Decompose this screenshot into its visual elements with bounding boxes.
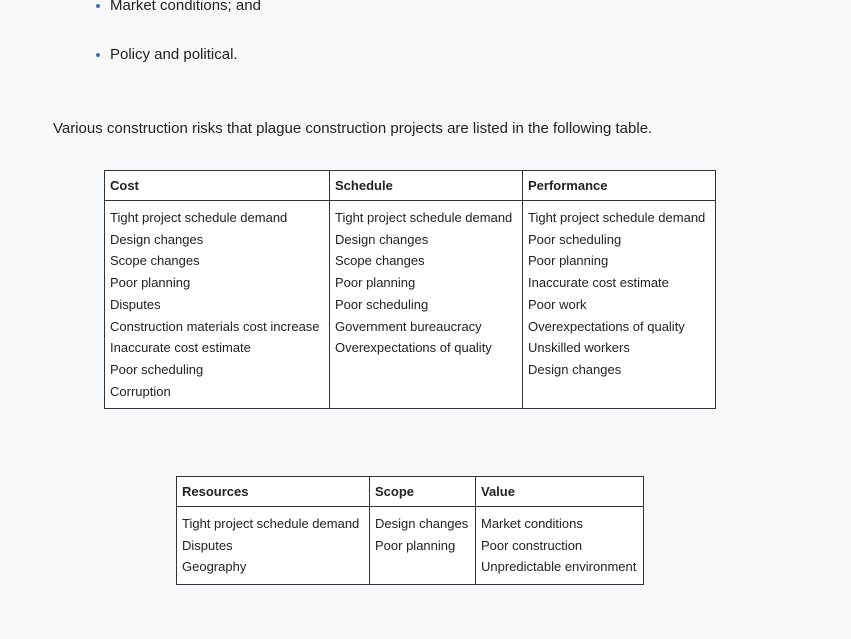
header-scope: Scope — [370, 477, 476, 507]
risk-item: Poor planning — [528, 253, 609, 269]
performance-cell — [523, 201, 716, 409]
risk-item: Inaccurate cost estimate — [110, 340, 251, 356]
risk-item: Geography — [182, 559, 247, 575]
risk-item: Inaccurate cost estimate — [528, 275, 669, 291]
risk-item: Market conditions — [481, 516, 583, 531]
risk-table-cost-schedule-performance — [104, 170, 716, 409]
bullet-dot-icon — [96, 53, 100, 57]
cost-cell — [105, 201, 330, 409]
bullet-item — [96, 0, 261, 16]
risk-item: Design changes — [335, 231, 429, 247]
risk-item: Design changes — [528, 361, 622, 377]
risk-item: Poor work — [528, 296, 587, 312]
table-header-row — [105, 171, 716, 201]
header-performance: Performance — [523, 171, 716, 201]
risk-item: Scope changes — [335, 253, 425, 269]
bullet-dot-icon — [96, 4, 100, 8]
risk-item: Tight project schedule demand — [110, 210, 288, 225]
bullet-text: Policy and political. — [110, 46, 238, 63]
risk-item: Construction materials cost increase — [110, 318, 320, 334]
intro-paragraph: Various construction risks that plague construction projects are listed in the following table. — [53, 120, 653, 137]
header-schedule: Schedule — [330, 171, 523, 201]
risk-item: Unpredictable environment — [481, 559, 637, 575]
risk-item: Tight project schedule demand — [182, 516, 360, 531]
table-row — [177, 507, 644, 585]
risk-item: Tight project schedule demand — [528, 210, 706, 225]
bullet-item — [96, 45, 261, 65]
risk-item: Corruption — [110, 383, 171, 399]
risk-item: Overexpectations of quality — [528, 318, 685, 334]
risk-item: Scope changes — [110, 253, 200, 269]
risk-item: Unskilled workers — [528, 340, 630, 356]
risk-item: Overexpectations of quality — [335, 340, 492, 356]
risk-item: Poor planning — [375, 537, 456, 553]
risk-item: Poor planning — [110, 275, 191, 291]
resources-cell — [177, 507, 370, 585]
bullet-list — [96, 0, 261, 94]
risk-item: Poor planning — [335, 275, 416, 291]
risk-item: Poor scheduling — [335, 296, 429, 312]
table-header-row — [177, 477, 644, 507]
risk-item: Tight project schedule demand — [335, 210, 513, 225]
risk-item: Poor scheduling — [528, 231, 622, 247]
risk-item: Poor scheduling — [110, 361, 204, 377]
bullet-text: Market conditions; and — [110, 0, 261, 14]
header-cost: Cost — [105, 171, 330, 201]
risk-item: Design changes — [375, 516, 469, 531]
risk-item: Poor construction — [481, 537, 583, 553]
risk-item: Disputes — [182, 537, 233, 553]
scope-cell — [370, 507, 476, 585]
table-row — [105, 201, 716, 409]
risk-item: Government bureaucracy — [335, 318, 482, 334]
schedule-cell — [330, 201, 523, 409]
risk-item: Design changes — [110, 231, 204, 247]
risk-table-resources-scope-value — [176, 476, 644, 585]
value-cell — [476, 507, 644, 585]
risk-item: Disputes — [110, 296, 161, 312]
header-value: Value — [476, 477, 644, 507]
header-resources: Resources — [177, 477, 370, 507]
